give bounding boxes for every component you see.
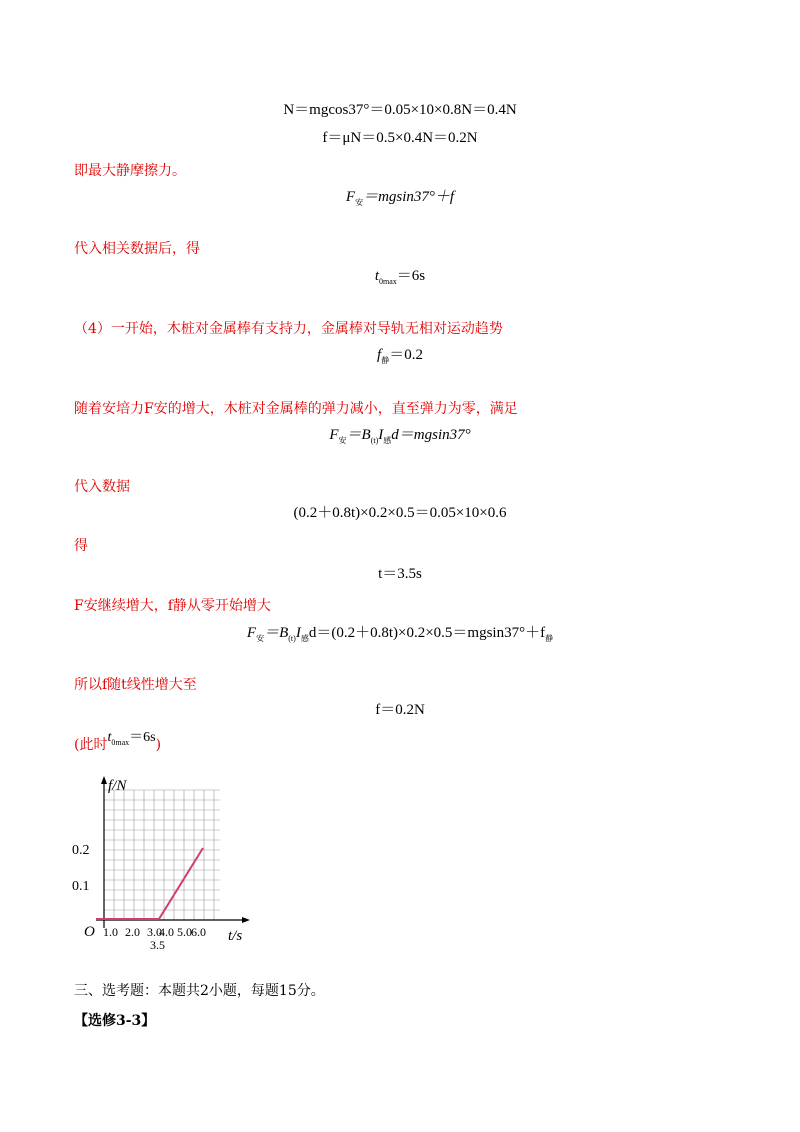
text-linear-increase: 所以f随t线性增大至 bbox=[74, 677, 197, 693]
x-tick-2: 2.0 bbox=[125, 925, 140, 939]
text-at-this-time: (此时$t_{0max}=6s$) bbox=[74, 730, 162, 753]
equation-numeric: (0.2＋0.8t)×0.2×0.5＝0.05×10×0.6 bbox=[293, 505, 507, 521]
text-max-static-friction: 即最大静摩擦力。 bbox=[74, 163, 186, 179]
x-axis-label: t/s bbox=[228, 928, 243, 944]
x-tick-5: 5.0 bbox=[177, 925, 192, 939]
equation-t0max: $t_{0max}=6s$ bbox=[374, 268, 426, 286]
graph-grid bbox=[104, 790, 220, 920]
x-tick-3-5: 3.5 bbox=[150, 938, 165, 950]
section-elective-questions: 三、选考题：本题共2小题，每题15分。 bbox=[74, 983, 325, 999]
equation-final-friction: f＝0.2N bbox=[375, 702, 425, 718]
text-part4-intro: （4）一开始，木桩对金属棒有支持力，金属棒对导轨无相对运动趋势 bbox=[74, 321, 503, 337]
x-tick-4: 4.0 bbox=[159, 925, 174, 939]
equation-balance: $F_安=B_{(t)}I_感d=mgsin37^\circ$ bbox=[329, 427, 471, 445]
friction-line bbox=[96, 848, 203, 919]
equation-static-friction: $f_静=0.2$ bbox=[377, 347, 423, 365]
equation-full-balance: $F_安=B_{(t)}I_感d=(0.2+0.8t)\times 0.2\times 0.5=mgsin37^\circ+f_静$ bbox=[246, 625, 554, 643]
text-ampere-increase: 随着安培力F安的增大，木桩对金属棒的弹力减小，直至弹力为零，满足 bbox=[74, 401, 518, 417]
y-axis-label: f/N bbox=[108, 778, 127, 794]
equation-ampere-force: $F_安=mgsin37^\circ+f$ bbox=[345, 189, 455, 207]
text-substitute-data: 代入数据 bbox=[74, 479, 130, 495]
x-tick-1: 1.0 bbox=[103, 925, 118, 939]
x-tick-3: 3.0 bbox=[147, 925, 162, 939]
equation-normal-force: N＝mgcos37°＝0.05×10×0.8N＝0.4N bbox=[283, 102, 517, 118]
equation-t-result: t＝3.5s bbox=[378, 566, 422, 582]
y-tick-0-1: 0.1 bbox=[72, 879, 90, 894]
section-elective-3-3: 【选修3-3】 bbox=[74, 1013, 156, 1029]
y-tick-0-2: 0.2 bbox=[72, 843, 90, 858]
equation-friction: f＝μN＝0.5×0.4N＝0.2N bbox=[322, 130, 478, 146]
origin-label: O bbox=[84, 924, 95, 940]
friction-time-graph bbox=[70, 770, 260, 950]
y-axis-arrow bbox=[101, 776, 107, 784]
text-substitute: 代入相关数据后，得 bbox=[74, 241, 200, 257]
x-axis-arrow bbox=[242, 917, 250, 923]
text-continue-increase: F安继续增大，f静从零开始增大 bbox=[74, 598, 271, 614]
text-get: 得 bbox=[74, 538, 88, 554]
x-tick-6: 6.0 bbox=[191, 925, 206, 939]
